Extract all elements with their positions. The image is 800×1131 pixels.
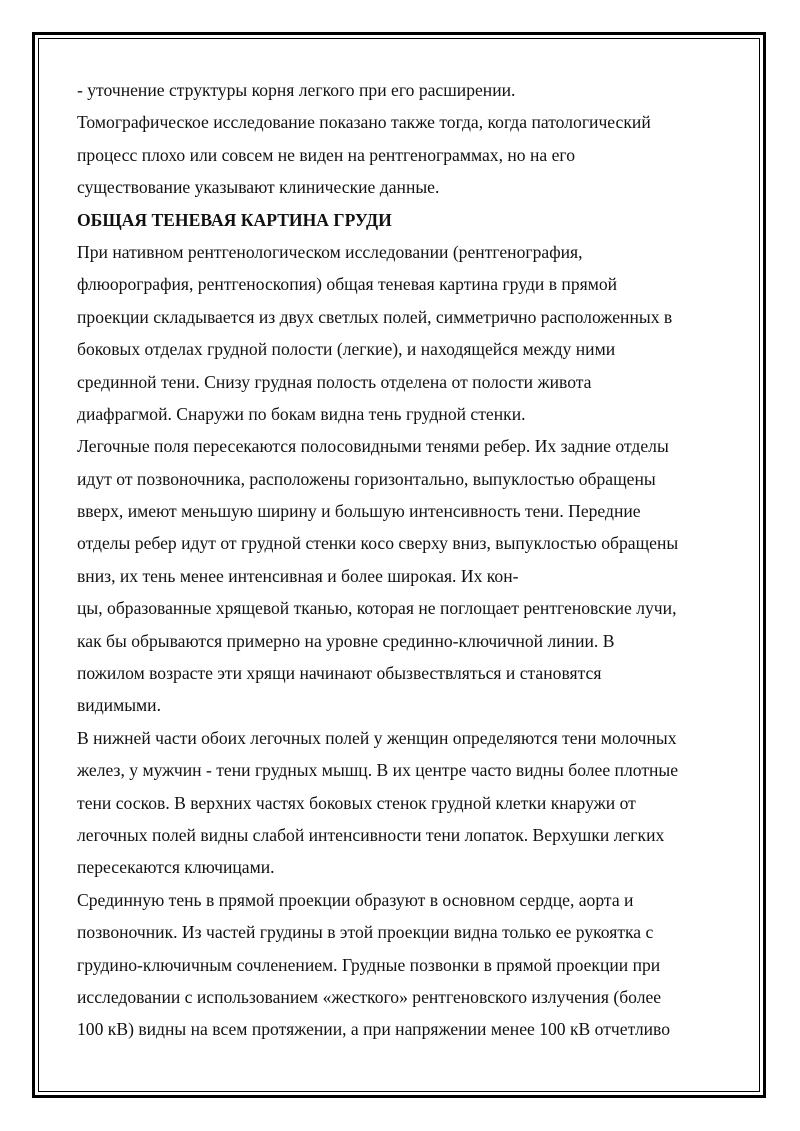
text-line: видимыми. [77,695,161,716]
text-line: При нативном рентгенологическом исследовании (рентгенография, [77,241,583,262]
text-line: грудино-ключичным сочленением. Грудные позвонки в прямой проекции при [77,954,661,975]
text-line: Томографическое исследование показано также тогда, когда патологический [77,112,651,133]
text-line: цы, образованные хрящевой тканью, которая не поглощает рентгеновские лучи, [77,598,677,619]
text-line: срединной тени. Снизу грудная полость отделена от полости живота [77,371,592,392]
text-line: 100 кВ) видны на всем протяжении, а при напряжении менее 100 кВ отчетливо [77,1019,671,1040]
text-line: Легочные поля пересекаются полосовидными тенями ребер. Их задние отделы [77,436,669,457]
text-line: В нижней части обоих легочных полей у женщин определяются тени молочных [77,727,677,748]
text-line: идут от позвоночника, расположены горизонтально, выпуклостью обращены [77,468,656,489]
text-line: боковых отделах грудной полости (легкие), и находящейся между ними [77,339,616,360]
text-line: существование указывают клинические данные. [77,177,440,198]
text-line: желез, у мужчин - тени грудных мышц. В их центре часто видны более плотные [77,760,679,781]
text-line: пересекаются ключицами. [77,857,275,878]
text-line: - уточнение структуры корня легкого при его расширении. [77,80,516,100]
text-line: вниз, их тень менее интенсивная и более широкая. Их кон- [77,565,519,586]
text-line: отделы ребер идут от грудной стенки косо сверху вниз, выпуклостью обращены [77,533,679,554]
text-line: процесс плохо или совсем не виден на рентгенограммах, но на его [77,144,575,165]
text-line: Срединную тень в прямой проекции образуют в основном сердце, аорта и [77,889,634,910]
text-line: вверх, имеют меньшую ширину и большую интенсивность тени. Передние [77,501,641,522]
text-line: легочных полей видны слабой интенсивности тени лопаток. Верхушки легких [77,824,665,845]
text-line: пожилом возрасте эти хрящи начинают обызвествляться и становятся [77,663,602,684]
text-line: исследовании с использованием «жесткого» рентгеновского излучения (более [77,986,662,1007]
text-line: как бы обрываются примерно на уровне срединно-ключичной линии. В [77,630,615,651]
text-line: диафрагмой. Снаружи по бокам видна тень грудной стенки. [77,403,526,424]
text-line: флюорография, рентгеноскопия) общая теневая картина груди в прямой [77,274,618,295]
text-line: позвоночник. Из частей грудины в этой проекции видна только ее рукоятка с [77,922,654,943]
document-body [77,74,737,1046]
text-line: тени сосков. В верхних частях боковых стенок грудной клетки кнаружи от [77,792,636,813]
text-line: проекции складывается из двух светлых полей, симметрично расположенных в [77,306,673,327]
section-heading: ОБЩАЯ ТЕНЕВАЯ КАРТИНА ГРУДИ [77,209,392,230]
